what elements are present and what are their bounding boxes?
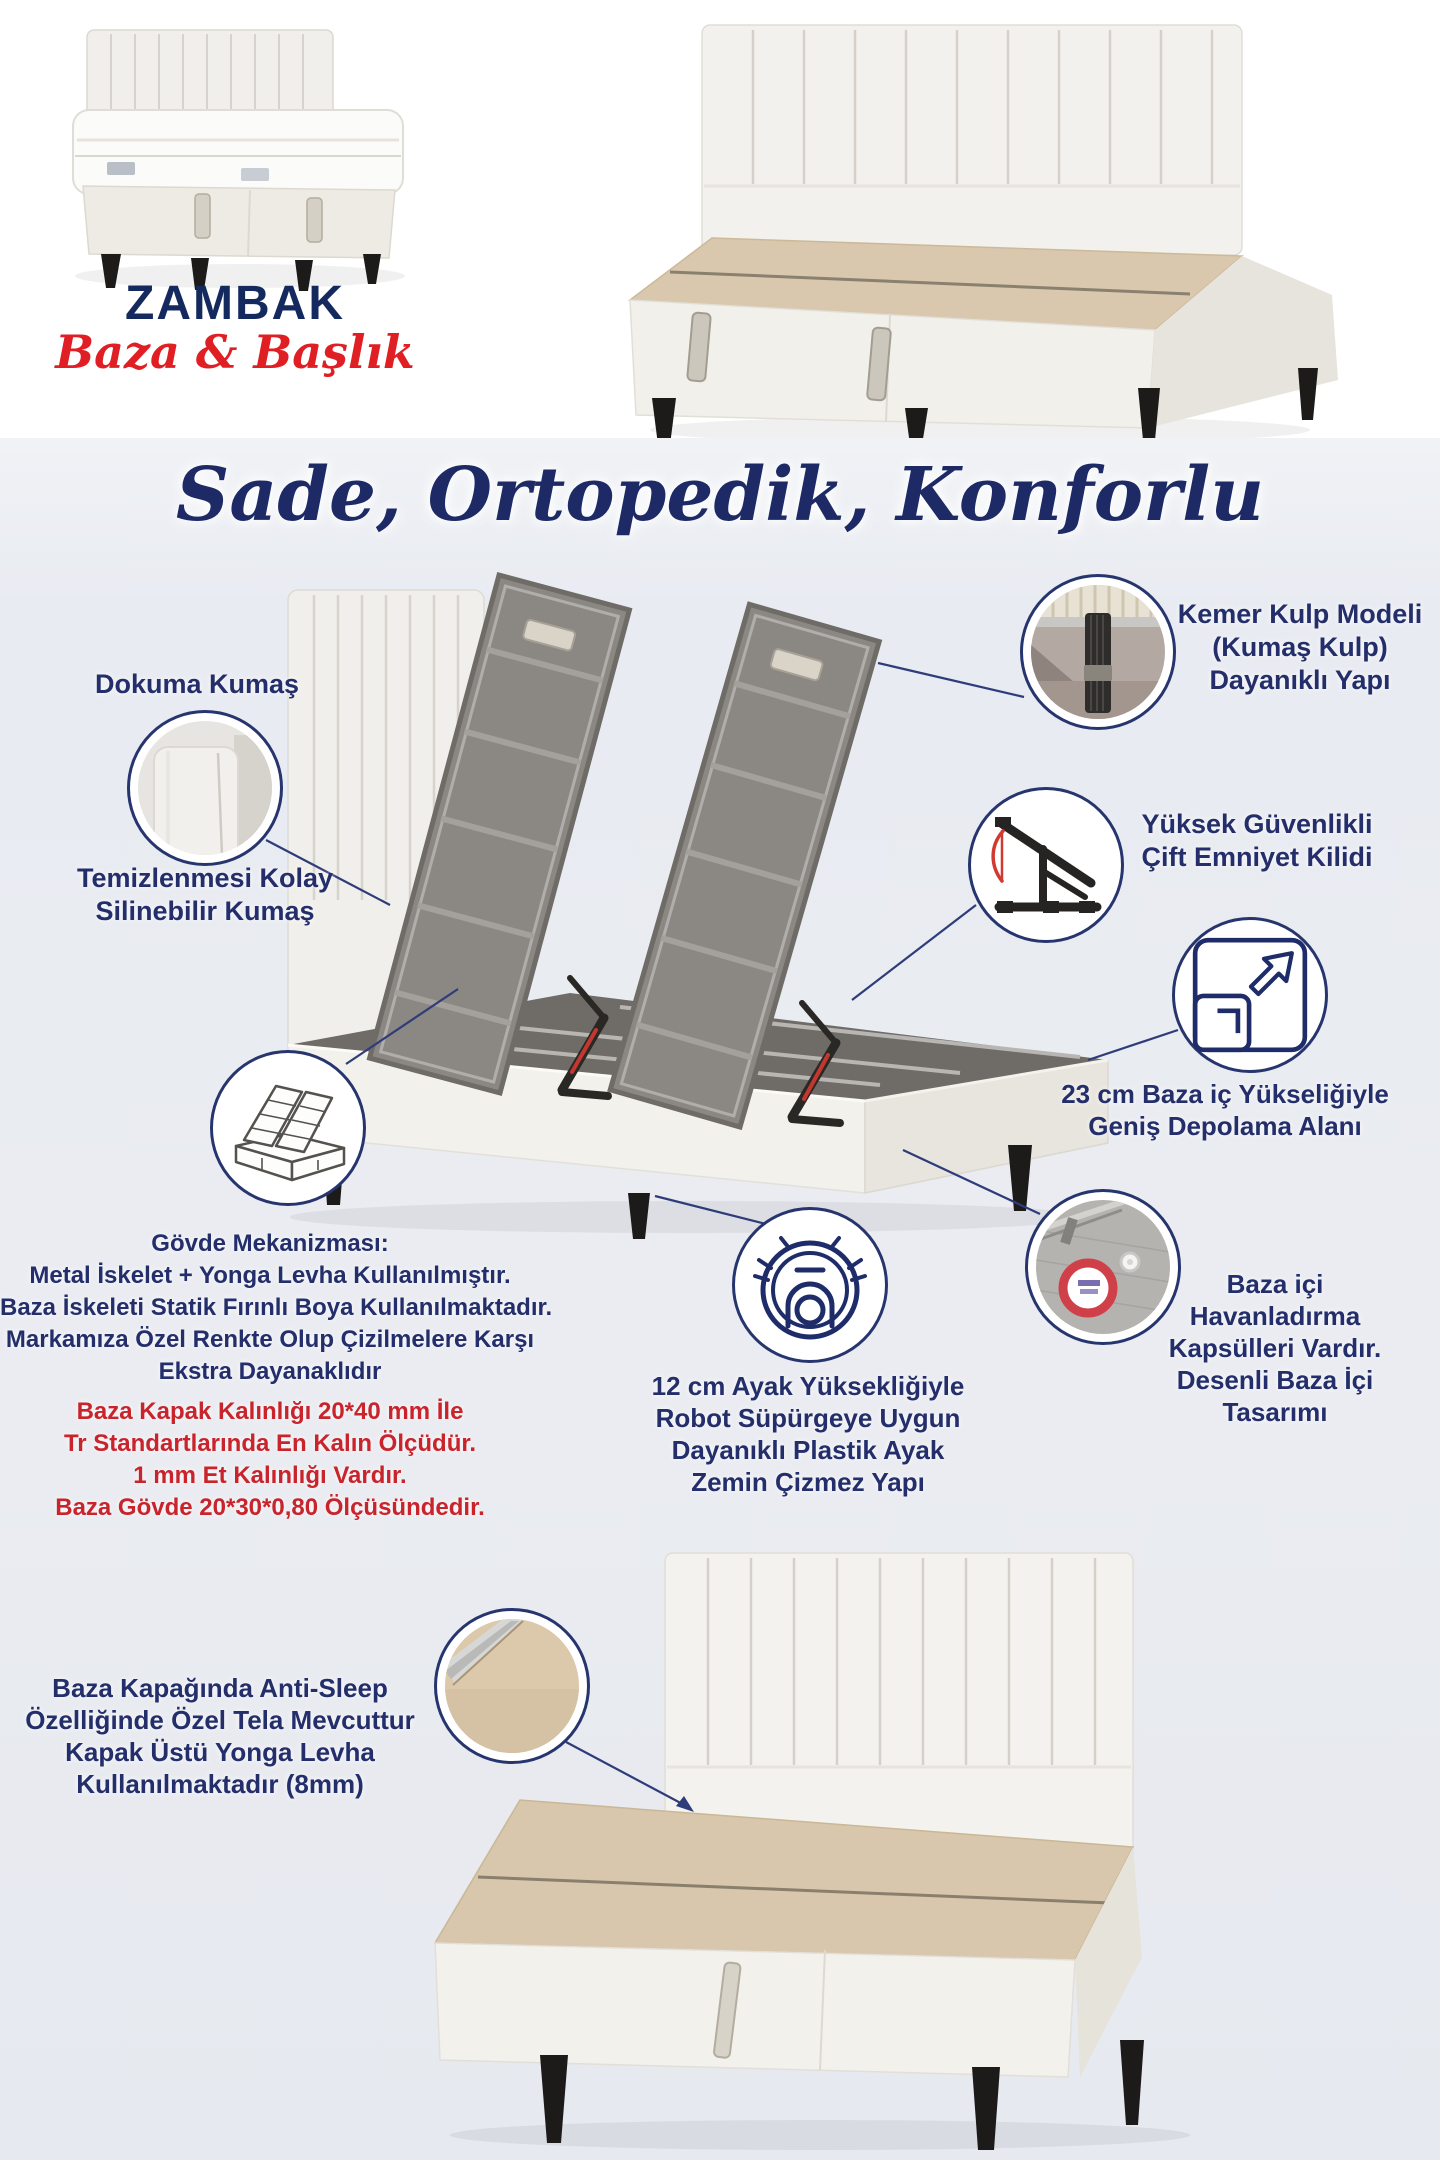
header-section: [0, 0, 1440, 438]
robot-supurge-label: 12 cm Ayak Yüksekliğiyle Robot Süpürgeye Uygun Dayanıklı Plastik Ayak Zemin Çizmez Yapı: [651, 1371, 965, 1497]
govde-mekanizmasi-circle: [210, 1050, 366, 1206]
govde-olculer-label: Baza Kapak Kalınlığı 20*40 mm İle Tr Standartlarında En Kalın Ölçüdür. 1 mm Et Kalınlığı Vardır. Baza Gövde 20*30*0,80 Ölçüsündedir.: [55, 1398, 485, 1521]
kemer-kulp-label: Kemer Kulp Modeli (Kumaş Kulp) Dayanıklı Yapı: [1177, 599, 1423, 695]
brand-name: ZAMBAK: [125, 277, 345, 330]
emniyet-kilidi-label: Yüksek Güvenlikli Çift Emniyet Kilidi: [1141, 809, 1373, 872]
havalandirma-label: Baza içi Havanladırma Kapsülleri Vardır. Desenli Baza İçi Tasarımı: [1168, 1269, 1382, 1427]
storage-expand-icon: [1184, 929, 1316, 1061]
depolama-circle: [1172, 917, 1328, 1073]
product-photo-closed-base: [420, 1495, 1240, 2155]
govde-mekanizmasi-label: Gövde Mekanizması: Metal İskelet + Yonga Levha Kullanılmıştır. Baza İskeleti Statik Fırınlı Boya Kullanılmaktadır. Markamıza Özel Renkte Olup Çizilmelere Karşı Ekstra Dayanaklıdır: [0, 1230, 553, 1385]
brand-tagline: Baza & Başlık: [55, 325, 415, 379]
antisleep-label: Baza Kapağında Anti-Sleep Özelliğinde Özel Tela Mevcuttur Kapak Üstü Yonga Levha Kullanılmaktadır (8mm): [25, 1673, 415, 1799]
dokuma-kumas-label: Dokuma Kumaş: [94, 669, 300, 699]
hero-title: Sade, Ortopedik, Konforlu: [175, 452, 1265, 538]
headboard-fabric-photo-icon: [138, 721, 272, 855]
brand-logo: [55, 276, 415, 379]
antisleep-circle: [434, 1608, 590, 1764]
robot-vacuum-icon: [745, 1222, 875, 1348]
chipboard-photo-icon: [445, 1619, 579, 1753]
product-photo-headboard-base: [590, 0, 1360, 445]
product-photo-small: [45, 18, 425, 298]
storage-frame-drawing-icon: [222, 1066, 354, 1190]
robot-supurge-circle: [732, 1207, 888, 1363]
silinebilir-kumas-label: Temizlenmesi Kolay Silinebilir Kumaş: [76, 863, 334, 926]
depolama-label: 23 cm Baza iç Yükseliğiyle Geniş Depolama Alanı: [1061, 1079, 1389, 1141]
dokuma-kumas-circle: [127, 710, 283, 866]
